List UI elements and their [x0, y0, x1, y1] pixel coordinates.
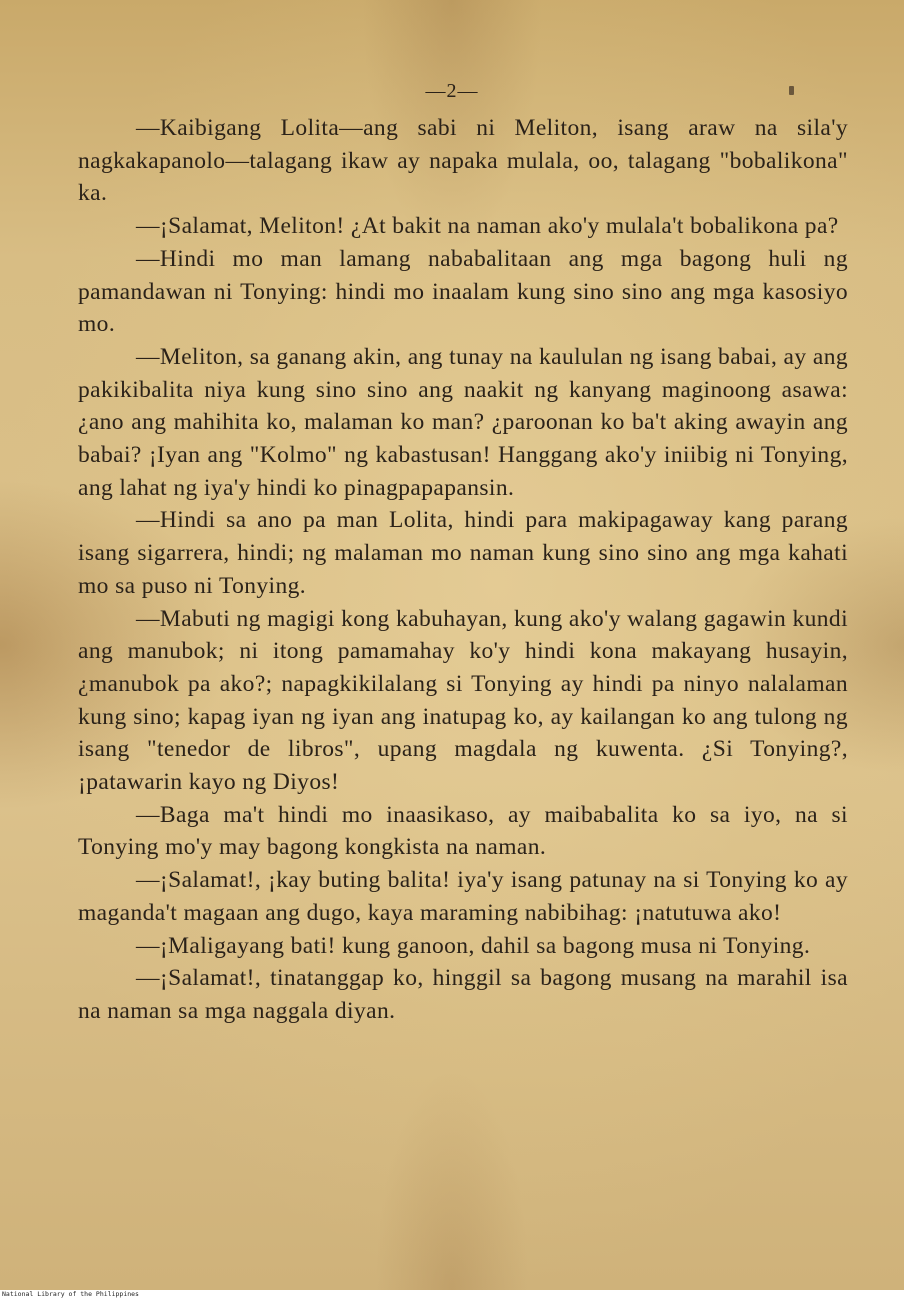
body-text [78, 112, 848, 1028]
paragraph-2: —¡Salamat, Meliton! ¿At bakit na naman ako'y mulala't bobalikona pa? [136, 213, 839, 240]
paragraph-4: —Meliton, sa ganang akin, ang tunay na kaululan ng isang babai, ay ang pakikibalita niya kung sino sino ang naakit ng kanyang maginoong asawa: ¿ano ang mahihita ko, malaman ko man? ¿paroonan ko ba't aking awayin ang babai? ¡Iyan ang "Kolmo" ng kabastusan! Hanggang ako'y iniibig ni Tonying, ang lahat ng iya'y hindi ko pinagpapapansin. [78, 343, 848, 501]
paragraph-5: —Hindi sa ano pa man Lolita, hindi para makipagaway kang parang isang sigarrera, hindi; ng malaman mo naman kung sino sino ang mga kahati mo sa puso ni Tonying. [78, 507, 848, 599]
paragraph-7: —Baga ma't hindi mo inaasikaso, ay maibabalita ko sa iyo, na si Tonying mo'y may bagong kongkista na naman. [78, 801, 848, 861]
paragraph-9: —¡Maligayang bati! kung ganoon, dahil sa bagong musa ni Tonying. [136, 932, 811, 959]
paragraph-6: —Mabuti ng magigi kong kabuhayan, kung ako'y walang gagawin kundi ang manubok; ni itong pamamahay ko'y hindi kona makayang husayin, ¿manubok pa ako?; napagkikilalang si Tonying ay hindi pa ninyo nalalaman kung sino; kapag iyan ng iyan ang inatupag ko, ay kailangan ko ang tulong ng isang "tenedor de libros", upang magdala ng kuwenta. ¿Si Tonying?, ¡patawarin kayo ng Diyos! [78, 605, 848, 796]
paragraph-3: —Hindi mo man lamang nababalitaan ang mga bagong huli ng pamandawan ni Tonying: hindi mo inaalam kung sino sino ang mga kasosiyo mo. [78, 245, 848, 338]
paragraph-8: —¡Salamat!, ¡kay buting balita! iya'y isang patunay na si Tonying ko ay maganda't magaan ang dugo, kaya maraming nabibihag: ¡natutuwa ako! [78, 867, 848, 926]
footer-strip [0, 1290, 904, 1298]
footer-credit: National Library of the Philippines [2, 1290, 139, 1298]
paragraph-10: —¡Salamat!, tinatanggap ko, hinggil sa bagong musang na marahil isa na naman sa mga naggala diyan. [78, 965, 848, 1024]
page-number: —2— [425, 80, 479, 102]
paragraph-1: —Kaibigang Lolita—ang sabi ni Meliton, isang araw na sila'y nagkakapanolo—talagang ikaw ay napaka mulala, oo, talagang "bobalikona" ka. [78, 115, 848, 207]
